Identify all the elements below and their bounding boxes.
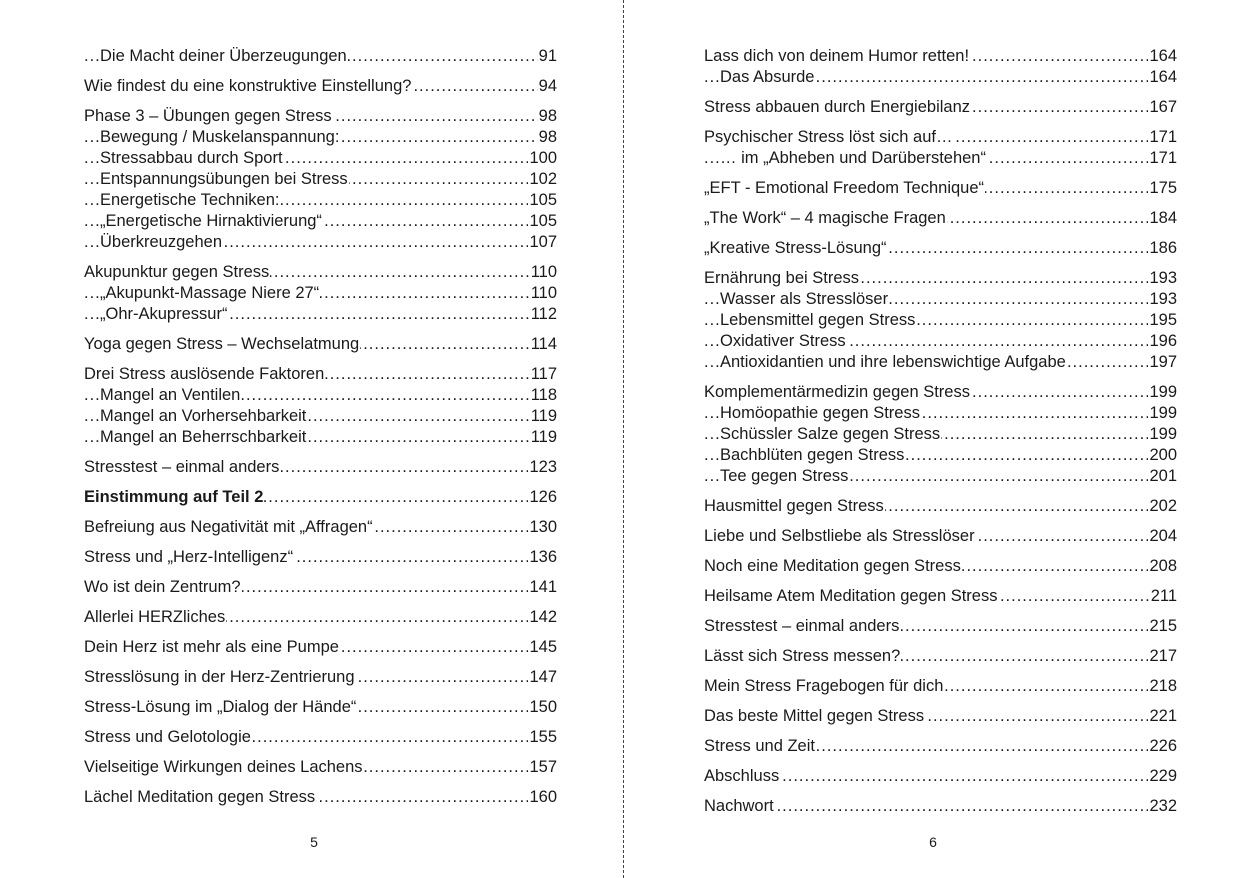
toc-entry-page: 201 <box>1149 467 1177 485</box>
toc-group <box>704 706 1177 727</box>
toc-group <box>704 238 1177 259</box>
toc-entry-title: Vielseitige Wirkungen deines Lachens <box>84 758 363 776</box>
toc-entry-page: 218 <box>1149 677 1177 695</box>
toc-subentry <box>84 46 557 67</box>
toc-entry <box>704 268 1177 289</box>
toc-entry-page: 204 <box>1149 527 1177 545</box>
toc-subentry <box>84 406 557 427</box>
toc-entry <box>84 457 557 478</box>
toc-entry-title: Mangel an Ventilen <box>100 386 241 404</box>
toc-entry-page: 130 <box>529 518 557 536</box>
toc-group <box>84 547 557 568</box>
toc-entry-page: 232 <box>1149 797 1177 815</box>
toc-entry-page: 164 <box>1149 68 1177 86</box>
page-number-right: 6 <box>929 834 937 850</box>
toc-entry-title: Bewegung / Muskelanspannung: <box>100 128 340 146</box>
toc-entry <box>84 607 557 628</box>
toc-entry <box>704 382 1177 403</box>
toc-group <box>84 487 557 508</box>
toc-group <box>704 382 1177 487</box>
toc-entry-page: 171 <box>1149 128 1177 146</box>
toc-subentry <box>84 190 557 211</box>
toc-group <box>704 97 1177 118</box>
toc-entry-title: Homöopathie gegen Stress <box>720 404 920 422</box>
toc-entry-title: „EFT - Emotional Freedom Technique“ <box>704 179 985 197</box>
toc-entry-title: „Akupunkt-Massage Niere 27“ <box>100 284 320 302</box>
toc-entry-title: Das beste Mittel gegen Stress <box>704 707 925 725</box>
toc-group <box>704 646 1177 667</box>
toc-entry-page: 199 <box>1149 404 1177 422</box>
toc-entry-page: 110 <box>530 284 557 302</box>
toc-entry <box>704 796 1177 817</box>
toc-subentry <box>84 148 557 169</box>
toc-entry-title: Nachwort <box>704 797 774 815</box>
toc-subentry <box>84 304 557 325</box>
toc-entry-page: 94 <box>538 77 557 95</box>
toc-entry-title: Stress abbauen durch Energiebilanz <box>704 98 971 116</box>
toc-entry-title: Lebensmittel gegen Stress <box>720 311 916 329</box>
toc-entry-page: 226 <box>1149 737 1177 755</box>
toc-group <box>704 496 1177 517</box>
toc-entry-title: Wie findest du eine konstruktive Einstellung? <box>84 77 412 95</box>
toc-entry <box>84 262 557 283</box>
toc-entry-title: Lächel Meditation gegen Stress <box>84 788 316 806</box>
toc-entry-page: 199 <box>1149 383 1177 401</box>
toc-entry-page: 100 <box>529 149 557 167</box>
toc-entry-title: Stress und Zeit <box>704 737 815 755</box>
toc-entry-page: 164 <box>1149 47 1177 65</box>
left-page <box>0 0 622 878</box>
toc-entry <box>704 766 1177 787</box>
toc-entry-title: Mangel an Beherrschbarkeit <box>100 428 307 446</box>
toc-entry-title: Entspannungsübungen bei Stress <box>100 170 348 188</box>
toc-entry-page: 141 <box>529 578 557 596</box>
toc-entry-title: Oxidativer Stress <box>720 332 846 350</box>
toc-entry <box>84 547 557 568</box>
toc-entry-title: Komplementärmedizin gegen Stress <box>704 383 970 401</box>
toc-group <box>84 46 557 67</box>
toc-entry <box>704 586 1177 607</box>
toc-entry-title: Akupunktur gegen Stress <box>84 263 270 281</box>
toc-entry-page: 208 <box>1149 557 1177 575</box>
toc-entry-page: 155 <box>529 728 557 746</box>
toc-entry-page: 98 <box>538 128 557 146</box>
toc-group <box>704 676 1177 697</box>
toc-group <box>84 334 557 355</box>
toc-entry-title: Stresstest – einmal anders <box>704 617 900 635</box>
toc-group <box>84 577 557 598</box>
toc-entry-page: 196 <box>1149 332 1177 350</box>
toc-entry-title: Mein Stress Fragebogen für dich <box>704 677 944 695</box>
toc-entry <box>84 577 557 598</box>
toc-entry-title: … im „Abheben und Darüberstehen“ <box>720 149 986 167</box>
toc-entry-title: Phase 3 – Übungen gegen Stress <box>84 107 332 125</box>
toc-entry <box>704 127 1177 148</box>
toc-subentry <box>704 148 1177 169</box>
toc-entry-title: Mangel an Vorhersehbarkeit <box>100 407 307 425</box>
toc-subentry <box>84 427 557 448</box>
toc-group <box>84 637 557 658</box>
toc-entry-title: Befreiung aus Negativität mit „Affragen“ <box>84 518 373 536</box>
toc-entry-title: Tee gegen Stress <box>720 467 849 485</box>
toc-subentry <box>84 169 557 190</box>
toc-entry <box>704 706 1177 727</box>
toc-group <box>84 727 557 748</box>
toc-entry <box>704 97 1177 118</box>
toc-entry-page: 193 <box>1149 290 1177 308</box>
toc-group <box>704 127 1177 169</box>
toc-entry-page: 195 <box>1149 311 1177 329</box>
toc-entry-page: 211 <box>1150 587 1177 605</box>
toc-entry-title: Das Absurde <box>720 68 815 86</box>
toc-subentry <box>704 331 1177 352</box>
toc-group <box>704 208 1177 229</box>
toc-entry-title: Allerlei HERZliches <box>84 608 226 626</box>
toc-entry-page: 105 <box>529 191 557 209</box>
toc-group <box>84 106 557 253</box>
toc-entry <box>704 736 1177 757</box>
toc-entry <box>84 637 557 658</box>
toc-group <box>84 76 557 97</box>
toc-entry <box>704 556 1177 577</box>
toc-entry-page: 186 <box>1149 239 1177 257</box>
toc-entry-page: 117 <box>530 365 557 383</box>
toc-entry-page: 221 <box>1149 707 1177 725</box>
toc-entry <box>84 667 557 688</box>
toc-entry-page: 119 <box>530 428 557 446</box>
toc-entry-title: Yoga gegen Stress – Wechselatmung <box>84 335 360 353</box>
toc-subentry <box>84 211 557 232</box>
toc-group <box>84 517 557 538</box>
toc-subentry <box>84 127 557 148</box>
toc-group <box>84 607 557 628</box>
right-page <box>626 0 1246 878</box>
page-number-left: 5 <box>310 834 318 850</box>
toc-entry-page: 98 <box>538 107 557 125</box>
toc-entry-page: 123 <box>529 458 557 476</box>
toc-entry-page: 150 <box>529 698 557 716</box>
toc-entry <box>704 46 1177 67</box>
toc-entry-title: Stressabbau durch Sport <box>100 149 283 167</box>
toc-entry-title: Bachblüten gegen Stress <box>720 446 905 464</box>
toc-entry <box>84 364 557 385</box>
toc-left <box>84 46 557 817</box>
toc-subentry <box>84 232 557 253</box>
toc-entry-page: 197 <box>1149 353 1177 371</box>
toc-entry-page: 217 <box>1149 647 1177 665</box>
toc-subentry <box>704 310 1177 331</box>
toc-group <box>84 457 557 478</box>
toc-group <box>704 586 1177 607</box>
toc-entry-title: Schüssler Salze gegen Stress <box>720 425 941 443</box>
toc-entry-page: 105 <box>529 212 557 230</box>
toc-entry-title: „The Work“ – 4 magische Fragen <box>704 209 946 227</box>
toc-entry-page: 160 <box>529 788 557 806</box>
toc-entry-title: Wo ist dein Zentrum? <box>84 578 241 596</box>
toc-group <box>704 556 1177 577</box>
toc-group <box>84 262 557 325</box>
toc-entry-title: Abschluss <box>704 767 780 785</box>
toc-entry-title: Stresstest – einmal anders <box>84 458 280 476</box>
toc-group <box>84 667 557 688</box>
toc-group <box>704 796 1177 817</box>
toc-entry-page: 167 <box>1149 98 1177 116</box>
toc-group <box>704 178 1177 199</box>
toc-entry <box>84 787 557 808</box>
toc-group <box>84 787 557 808</box>
toc-entry-title: „Ohr-Akupressur“ <box>100 305 228 323</box>
toc-entry-page: 184 <box>1149 209 1177 227</box>
toc-group <box>84 757 557 778</box>
toc-entry-title: Noch eine Meditation gegen Stress <box>704 557 961 575</box>
toc-entry-title: Stress und Gelotologie <box>84 728 251 746</box>
toc-entry-title: Stresslösung in der Herz-Zentrierung <box>84 668 355 686</box>
toc-entry-title: Lässt sich Stress messen? <box>704 647 901 665</box>
toc-entry <box>84 757 557 778</box>
toc-entry <box>84 697 557 718</box>
toc-entry-page: 126 <box>529 488 557 506</box>
toc-group <box>704 616 1177 637</box>
toc-subentry <box>84 283 557 304</box>
toc-entry-title: Überkreuzgehen <box>100 233 222 251</box>
toc-entry-page: 102 <box>529 170 557 188</box>
toc-entry-title: Antioxidantien und ihre lebenswichtige Aufgabe <box>720 353 1066 371</box>
toc-entry-title: Stress-Lösung im „Dialog der Hände“ <box>84 698 357 716</box>
toc-entry-title: Stress und „Herz-Intelligenz“ <box>84 548 294 566</box>
toc-entry-page: 147 <box>529 668 557 686</box>
toc-entry-page: 119 <box>530 407 557 425</box>
toc-entry-title: Wasser als Stresslöser <box>720 290 889 308</box>
toc-subentry <box>704 352 1177 373</box>
toc-entry-page: 91 <box>538 47 557 65</box>
toc-entry <box>84 106 557 127</box>
toc-group <box>84 697 557 718</box>
toc-entry-title: Dein Herz ist mehr als eine Pumpe <box>84 638 339 656</box>
toc-entry-title: „Energetische Hirnaktivierung“ <box>100 212 322 230</box>
toc-entry <box>704 646 1177 667</box>
toc-group <box>704 268 1177 373</box>
toc-entry-page: 171 <box>1149 149 1177 167</box>
toc-entry-page: 215 <box>1149 617 1177 635</box>
toc-entry-page: 145 <box>529 638 557 656</box>
toc-entry-page: 118 <box>530 386 557 404</box>
toc-entry <box>704 178 1177 199</box>
toc-entry-page: 110 <box>530 263 557 281</box>
toc-entry-title: Drei Stress auslösende Faktoren <box>84 365 325 383</box>
toc-group <box>704 736 1177 757</box>
toc-entry-page: 112 <box>530 305 557 323</box>
toc-entry-title: Heilsame Atem Meditation gegen Stress <box>704 587 998 605</box>
toc-entry <box>704 496 1177 517</box>
toc-entry-page: 200 <box>1149 446 1177 464</box>
page-divider <box>623 0 624 878</box>
toc-entry-title: Ernährung bei Stress <box>704 269 860 287</box>
toc-entry <box>84 517 557 538</box>
toc-entry-page: 202 <box>1149 497 1177 515</box>
toc-group <box>84 364 557 448</box>
toc-entry <box>84 487 557 508</box>
toc-entry-page: 193 <box>1149 269 1177 287</box>
toc-subentry <box>704 403 1177 424</box>
toc-entry <box>704 616 1177 637</box>
toc-entry-title: Lass dich von deinem Humor retten! <box>704 47 970 65</box>
toc-entry-page: 175 <box>1149 179 1177 197</box>
toc-entry <box>704 238 1177 259</box>
toc-group <box>704 46 1177 88</box>
toc-entry-page: 142 <box>529 608 557 626</box>
toc-entry-page: 229 <box>1149 767 1177 785</box>
toc-subentry <box>704 466 1177 487</box>
toc-subentry <box>704 289 1177 310</box>
toc-entry <box>84 334 557 355</box>
toc-entry <box>84 727 557 748</box>
toc-group <box>704 526 1177 547</box>
toc-subentry <box>704 424 1177 445</box>
toc-entry-page: 107 <box>529 233 557 251</box>
toc-entry-title: Psychischer Stress löst sich auf… <box>704 128 953 146</box>
toc-entry-title: Hausmittel gegen Stress <box>704 497 884 515</box>
toc-entry-title: Energetische Techniken: <box>100 191 280 209</box>
toc-entry-title: Einstimmung auf Teil 2 <box>84 488 264 506</box>
toc-subentry <box>704 445 1177 466</box>
toc-entry-title: Die Macht deiner Überzeugungen <box>100 47 347 65</box>
toc-entry-title: Liebe und Selbstliebe als Stresslöser <box>704 527 975 545</box>
toc-entry-page: 157 <box>529 758 557 776</box>
toc-subentry <box>704 67 1177 88</box>
toc-right <box>704 46 1177 826</box>
toc-entry <box>84 76 557 97</box>
toc-group <box>704 766 1177 787</box>
toc-entry-page: 136 <box>529 548 557 566</box>
toc-subentry <box>84 385 557 406</box>
toc-entry <box>704 208 1177 229</box>
toc-entry-title: „Kreative Stress-Lösung“ <box>704 239 887 257</box>
toc-entry <box>704 526 1177 547</box>
toc-entry <box>704 676 1177 697</box>
toc-entry-page: 114 <box>530 335 557 353</box>
toc-entry-page: 199 <box>1149 425 1177 443</box>
